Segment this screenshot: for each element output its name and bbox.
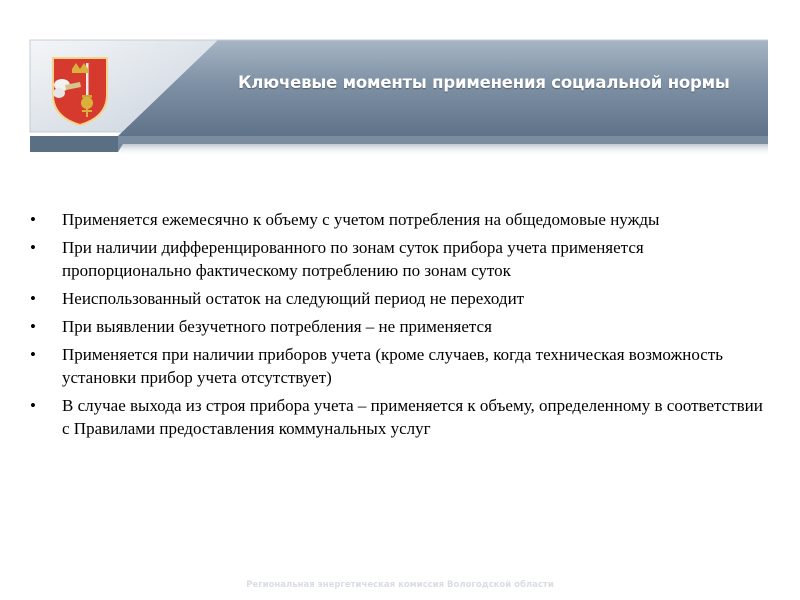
list-item [30, 394, 770, 440]
bullet-dot: • [30, 317, 36, 336]
bullet-dot: • [30, 345, 36, 364]
list-item-text: При выявлении безучетного потребления – не применяется [62, 317, 492, 336]
bullet-dot: • [30, 289, 36, 308]
bullet-dot: • [30, 238, 36, 257]
slide-title: Ключевые моменты применения социальной нормы [238, 73, 730, 92]
bullet-dot: • [30, 210, 36, 229]
list-item-text: Применяется ежемесячно к объему с учетом потребления на общедомовые нужды [62, 210, 660, 229]
list-item [30, 236, 770, 282]
list-item [30, 208, 770, 231]
list-item-text: При наличии дифференцированного по зонам суток прибора учета применяется пропорционально фактическому потреблению по зонам суток [62, 238, 644, 280]
list-item [30, 343, 770, 389]
list-item [30, 315, 770, 338]
coat-of-arms-icon [50, 55, 110, 127]
list-item-text: В случае выхода из строя прибора учета – применяется к объему, определенному в соответствии с Правилами предоставления коммунальных услуг [62, 396, 763, 438]
list-item [30, 287, 770, 310]
footer-text: Региональная энергетическая комиссия Вологодской области [246, 580, 554, 590]
bullet-list [30, 208, 770, 445]
list-item-text: Неиспользованный остаток на следующий период не переходит [62, 289, 525, 308]
bullet-dot: • [30, 396, 36, 415]
list-item-text: Применяется при наличии приборов учета (кроме случаев, когда техническая возможность установки прибор учета отсутствует) [62, 345, 724, 387]
header-banner [0, 0, 800, 160]
